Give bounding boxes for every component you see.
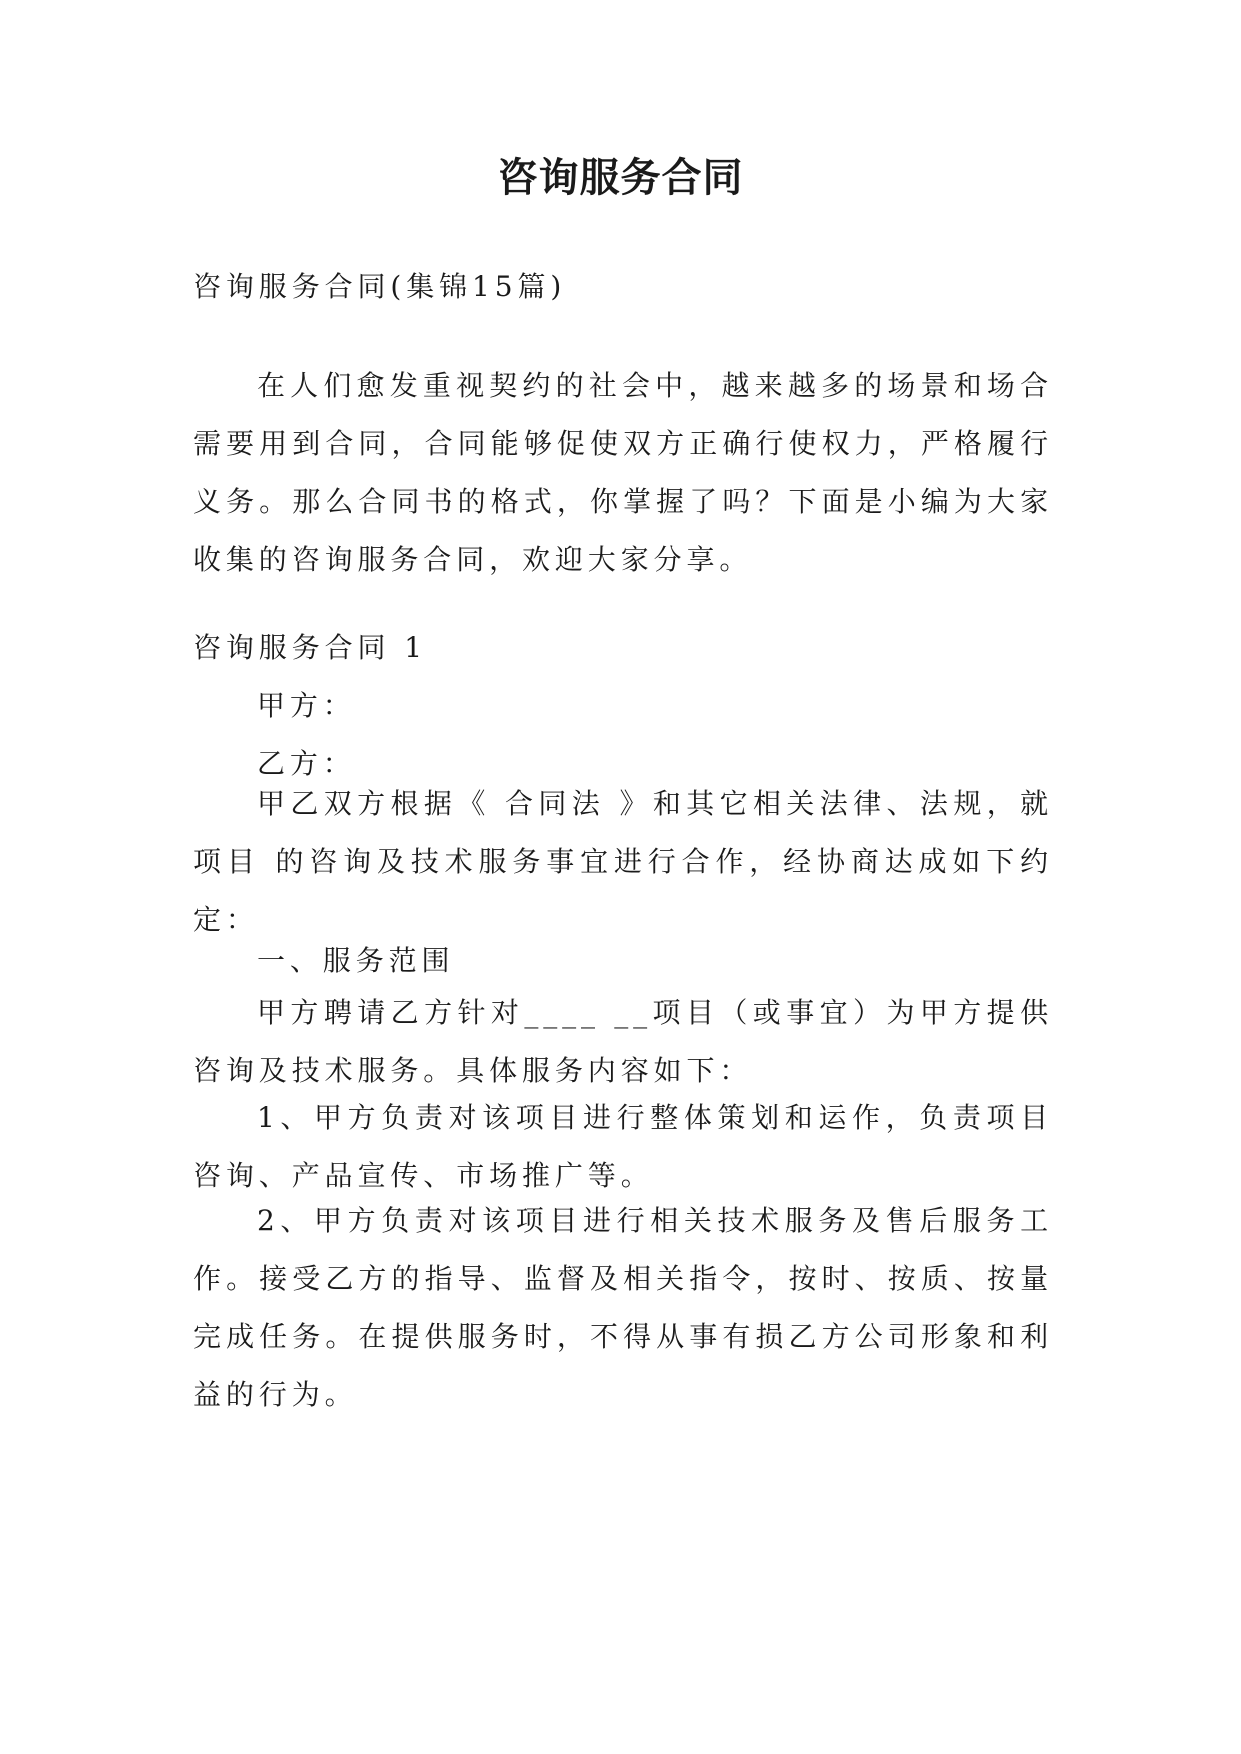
party-a-label: 甲方： [257,689,356,722]
clause-1-text: 甲方聘请乙方针对____ __项目（或事宜）为甲方提供咨询及技术服务。具体服务内容如下： [193,996,1053,1087]
party-b-label: 乙方： [257,747,356,780]
document-title: 咨询服务合同 [497,154,744,201]
preamble-paragraph: 甲乙双方根据《 合同法 》和其它相关法律、法规，就项目 的咨询及技术服务事宜进行合作，经协商达成如下约定： [193,787,1053,936]
intro-paragraph: 在人们愈发重视契约的社会中，越来越多的场景和场合需要用到合同，合同能够促使双方正确行使权力，严格履行义务。那么合同书的格式，你掌握了吗？下面是小编为大家收集的咨询服务合同，欢迎大家分享。 [193,369,1053,576]
item-2-paragraph: 2、甲方负责对该项目进行相关技术服务及售后服务工作。接受乙方的指导、监督及相关指令，按时、按质、按量完成任务。在提供服务时，不得从事有损乙方公司形象和利益的行为。 [193,1204,1053,1411]
clause-1-heading: 一、服务范围 [257,944,455,977]
section-heading: 咨询服务合同 1 [193,631,427,664]
item-1-paragraph: 1、甲方负责对该项目进行整体策划和运作，负责项目咨询、产品宣传、市场推广等。 [193,1101,1053,1192]
document-subtitle: 咨询服务合同(集锦15篇) [193,270,567,303]
